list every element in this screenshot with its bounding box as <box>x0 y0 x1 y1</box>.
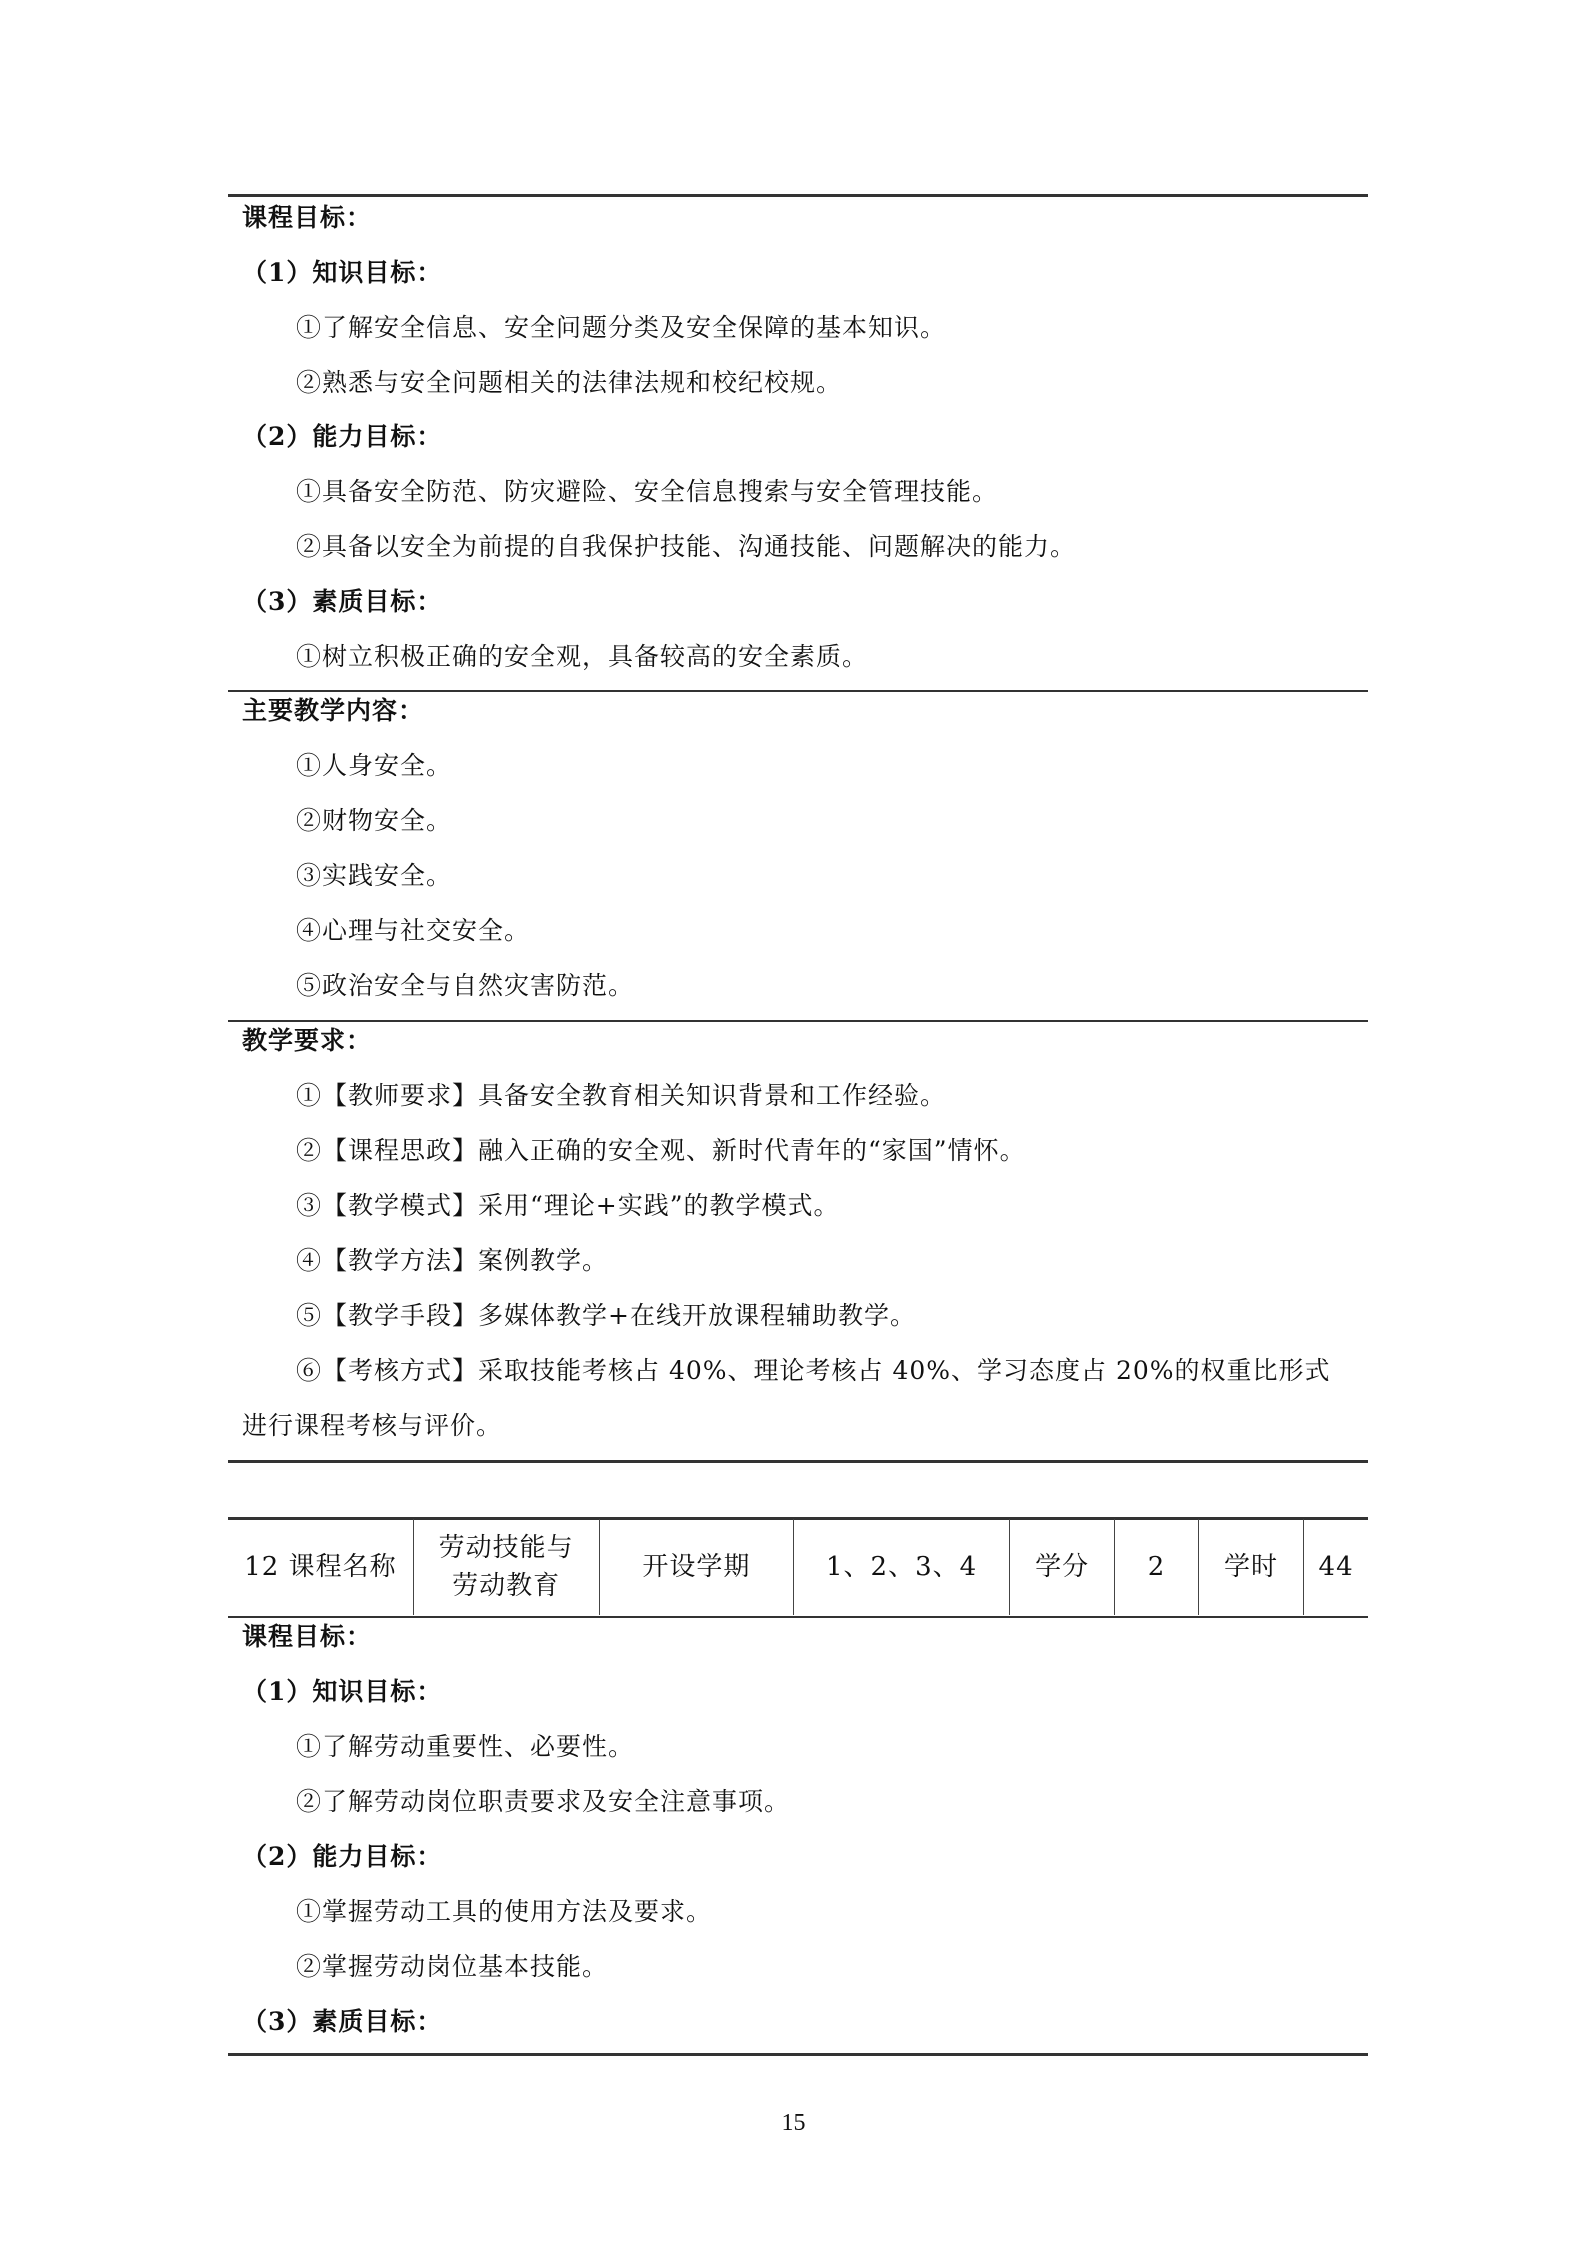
semester-label: 开设学期 <box>599 1519 794 1615</box>
credit-label: 学分 <box>1009 1519 1114 1615</box>
ability-goals-heading: （2）能力目标： <box>242 1842 443 1871</box>
course-goals-heading: 课程目标： <box>242 1622 373 1651</box>
ability-goal-item: ②掌握劳动岗位基本技能。 <box>296 1952 609 1981</box>
ability-goal-item: ①具备安全防范、防灾避险、安全信息搜索与安全管理技能。 <box>296 477 999 506</box>
teaching-requirement-continuation: 进行课程考核与评价。 <box>242 1411 503 1440</box>
hours-value: 44 <box>1304 1519 1368 1615</box>
knowledge-goals-heading: （1）知识目标： <box>242 1677 443 1706</box>
teaching-requirement-item: ⑤【教学手段】多媒体教学+在线开放课程辅助教学。 <box>296 1301 916 1330</box>
course-goals-heading: 课程目标： <box>242 203 373 232</box>
course-header-row <box>228 1519 1368 1615</box>
teaching-content-item: ⑤政治安全与自然灾害防范。 <box>296 971 635 1000</box>
top-rule <box>228 194 1368 197</box>
quality-goal-item: ①树立积极正确的安全观，具备较高的安全素质。 <box>296 642 869 671</box>
knowledge-goal-item: ②了解劳动岗位职责要求及安全注意事项。 <box>296 1787 791 1816</box>
semester-value: 1、2、3、4 <box>794 1519 1010 1615</box>
bottom-rule <box>228 2053 1368 2056</box>
ability-goal-item: ①掌握劳动工具的使用方法及要求。 <box>296 1897 713 1926</box>
teaching-content-item: ④心理与社交安全。 <box>296 916 531 945</box>
course-name-line2: 劳动教育 <box>452 1571 561 1601</box>
knowledge-goal-item: ②熟悉与安全问题相关的法律法规和校纪校规。 <box>296 368 843 397</box>
hours-label: 学时 <box>1198 1519 1303 1615</box>
knowledge-goals-heading: （1）知识目标： <box>242 258 443 287</box>
quality-goals-heading: （3）素质目标： <box>242 587 443 616</box>
section-divider <box>228 690 1368 692</box>
page-number: 15 <box>781 2110 806 2136</box>
quality-goals-heading: （3）素质目标： <box>242 2007 443 2036</box>
teaching-requirement-item: ③【教学模式】采用“理论+实践”的教学模式。 <box>296 1191 840 1220</box>
course-header-bottom-rule <box>228 1616 1368 1618</box>
course-number-label: 12 课程名称 <box>244 1552 397 1582</box>
teaching-requirement-item: ①【教师要求】具备安全教育相关知识背景和工作经验。 <box>296 1081 947 1110</box>
teaching-requirements-heading: 教学要求： <box>242 1026 373 1055</box>
course-header-table <box>228 1519 1368 1615</box>
credit-value: 2 <box>1115 1519 1198 1615</box>
teaching-content-heading: 主要教学内容： <box>242 696 425 725</box>
teaching-content-item: ③实践安全。 <box>296 861 453 890</box>
course-name-cell <box>413 1519 599 1615</box>
knowledge-goal-item: ①了解劳动重要性、必要性。 <box>296 1732 635 1761</box>
teaching-content-item: ①人身安全。 <box>296 751 453 780</box>
knowledge-goal-item: ①了解安全信息、安全问题分类及安全保障的基本知识。 <box>296 313 947 342</box>
teaching-requirement-item: ②【课程思政】融入正确的安全观、新时代青年的“家国”情怀。 <box>296 1136 1026 1165</box>
teaching-requirement-item: ④【教学方法】案例教学。 <box>296 1246 609 1275</box>
ability-goal-item: ②具备以安全为前提的自我保护技能、沟通技能、问题解决的能力。 <box>296 532 1077 561</box>
section-end-rule <box>228 1460 1368 1463</box>
ability-goals-heading: （2）能力目标： <box>242 422 443 451</box>
section-divider <box>228 1020 1368 1022</box>
teaching-requirement-item: ⑥【考核方式】采取技能考核占 40%、理论考核占 40%、学习态度占 20%的权重比形式 <box>296 1356 1331 1385</box>
teaching-content-item: ②财物安全。 <box>296 806 453 835</box>
course-name-line1: 劳动技能与 <box>438 1533 574 1563</box>
